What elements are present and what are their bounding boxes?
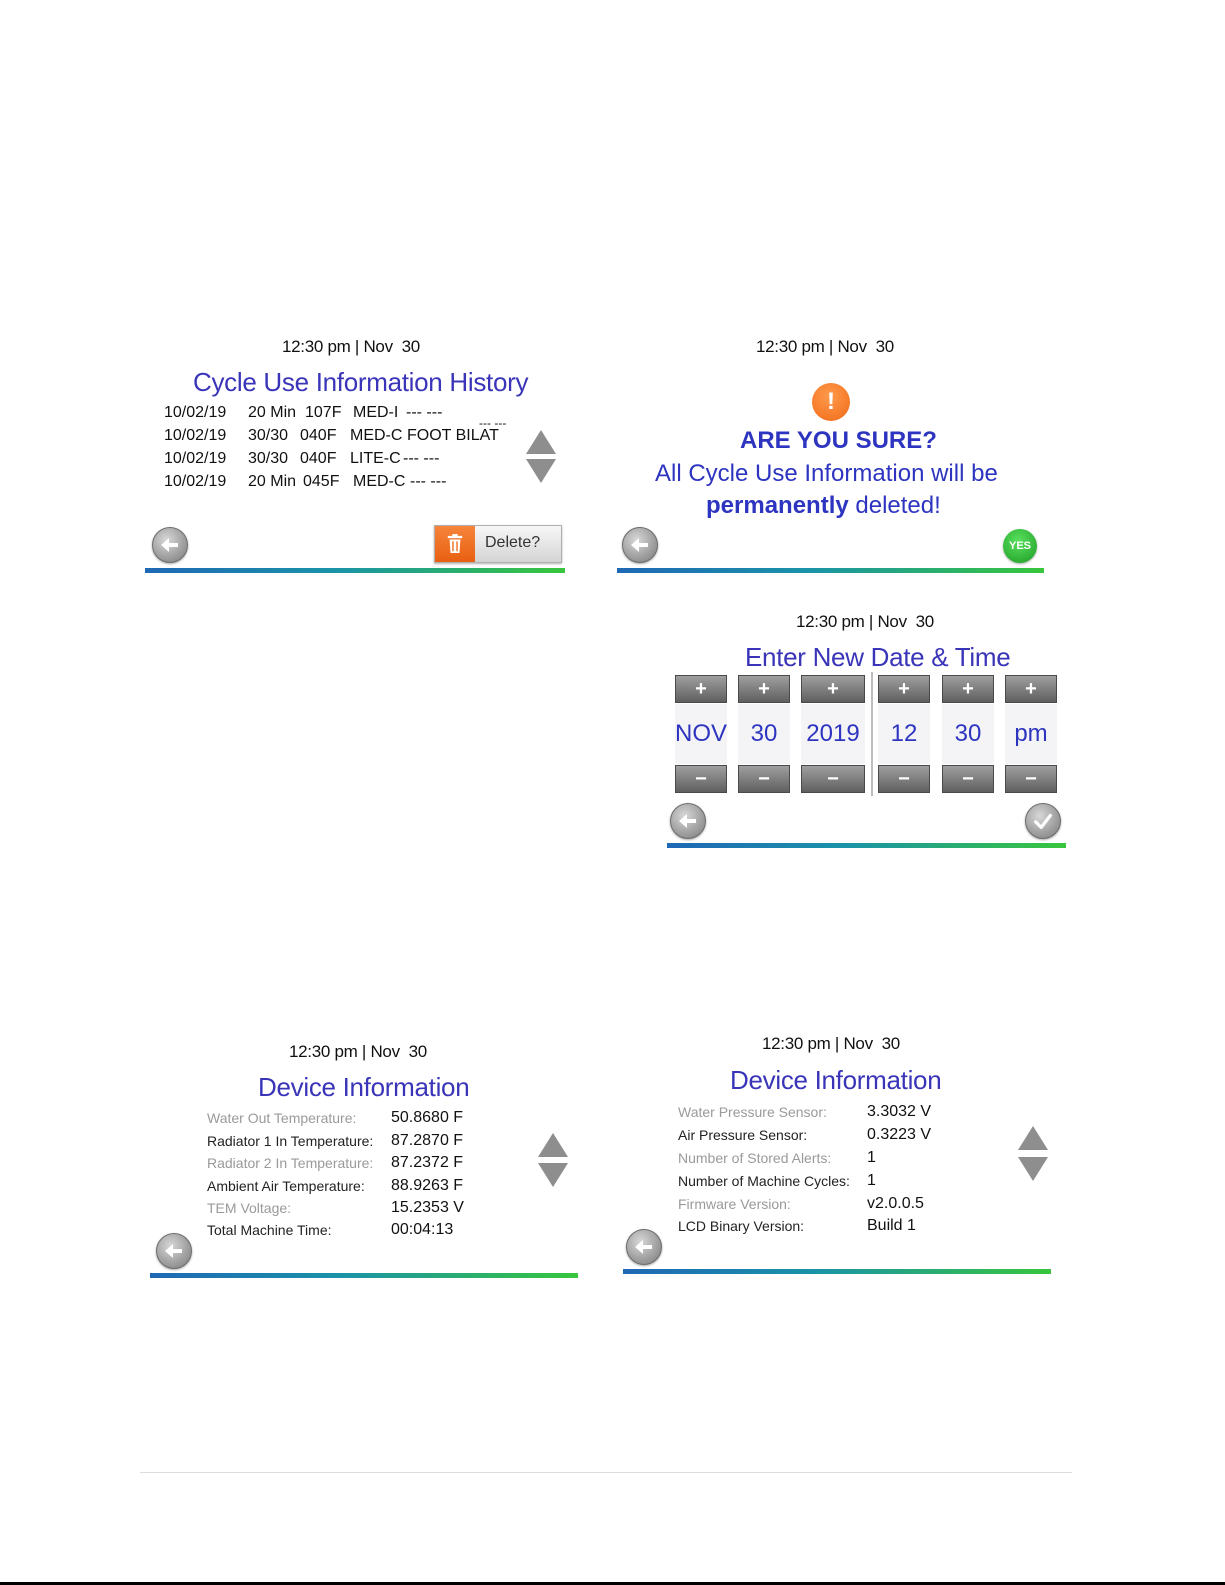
cycle-history-list — [164, 404, 524, 499]
info-value: v2.0.0.5 — [867, 1195, 924, 1212]
ampm-value: pm — [1005, 704, 1057, 764]
info-label: Firmware Version: — [678, 1196, 791, 1212]
back-arrow-icon — [632, 1235, 656, 1259]
back-button[interactable] — [156, 1233, 192, 1269]
clock-readout: 12:30 pm | Nov 30 — [756, 337, 894, 356]
info-value: 0.3223 V — [867, 1126, 932, 1143]
month-decrement-button[interactable]: − — [675, 765, 727, 793]
row-temp: 107F — [305, 404, 342, 421]
back-arrow-icon — [676, 809, 700, 833]
clock-readout: 12:30 pm | Nov 30 — [796, 612, 934, 631]
info-value: 87.2372 F — [391, 1154, 464, 1171]
screen-underline — [617, 568, 1044, 573]
info-value: 15.2353 V — [391, 1199, 464, 1216]
info-label: LCD Binary Version: — [678, 1218, 805, 1234]
info-value: 50.8680 F — [391, 1109, 464, 1126]
confirm-heading: ARE YOU SURE? — [740, 427, 937, 454]
screen-underline — [150, 1273, 578, 1278]
row-extra: --- --- — [410, 473, 447, 490]
scroll-down-arrow-icon[interactable] — [538, 1163, 568, 1187]
month-increment-button[interactable]: + — [675, 675, 727, 703]
row-mode: LITE-C — [350, 450, 401, 467]
hour-increment-button[interactable]: + — [878, 675, 930, 703]
clock-readout: 12:30 pm | Nov 30 — [282, 337, 420, 356]
scroll-up-arrow-icon[interactable] — [538, 1133, 568, 1157]
row-temp: 045F — [303, 473, 340, 490]
row-date: 10/02/19 — [164, 427, 227, 444]
back-arrow-icon — [158, 533, 182, 557]
page-title: Device Information — [258, 1072, 470, 1102]
emphasis-text: permanently — [706, 492, 849, 519]
info-label: Ambient Air Temperature: — [207, 1178, 365, 1194]
scroll-down-arrow-icon[interactable] — [1018, 1157, 1048, 1181]
footer-divider — [140, 1472, 1072, 1473]
confirm-message: All Cycle Use Information will be — [655, 460, 998, 487]
row-date: 10/02/19 — [164, 450, 227, 467]
clock-readout: 12:30 pm | Nov 30 — [289, 1042, 427, 1061]
info-label: Radiator 1 In Temperature: — [207, 1133, 374, 1149]
delete-label: Delete? — [485, 534, 541, 551]
confirm-button[interactable] — [1025, 803, 1061, 839]
day-value: 30 — [738, 704, 790, 764]
ampm-increment-button[interactable]: + — [1005, 675, 1057, 703]
info-value: 3.3032 V — [867, 1103, 932, 1120]
delete-button[interactable] — [434, 525, 562, 563]
scroll-up-arrow-icon[interactable] — [1018, 1126, 1048, 1150]
info-label: Water Pressure Sensor: — [678, 1104, 827, 1120]
info-label: Radiator 2 In Temperature: — [207, 1155, 374, 1171]
back-button[interactable] — [622, 527, 658, 563]
row-duration: 30/30 — [248, 427, 289, 444]
row-date: 10/02/19 — [164, 473, 227, 490]
info-label: Water Out Temperature: — [207, 1110, 357, 1126]
overlap-text: --- --- — [479, 416, 507, 430]
warning-icon: ! — [812, 383, 850, 421]
row-date: 10/02/19 — [164, 404, 227, 421]
page-title: Enter New Date & Time — [745, 642, 1011, 672]
info-label: TEM Voltage: — [207, 1200, 292, 1216]
row-temp: 040F — [300, 427, 337, 444]
page-title: Cycle Use Information History — [193, 367, 529, 397]
minute-decrement-button[interactable]: − — [942, 765, 994, 793]
screen-underline — [623, 1269, 1051, 1274]
year-decrement-button[interactable]: − — [801, 765, 865, 793]
year-increment-button[interactable]: + — [801, 675, 865, 703]
info-value: 1 — [867, 1172, 876, 1189]
row-duration: 20 Min — [248, 473, 297, 490]
info-value: 00:04:13 — [391, 1221, 454, 1238]
back-arrow-icon — [628, 533, 652, 557]
day-increment-button[interactable]: + — [738, 675, 790, 703]
minute-value: 30 — [942, 704, 994, 764]
confirm-message-line2 — [706, 492, 941, 520]
checkmark-icon — [1032, 810, 1054, 832]
row-mode: MED-C — [350, 427, 403, 444]
scroll-up-arrow-icon[interactable] — [526, 430, 556, 454]
screen-underline — [145, 568, 565, 573]
yes-button[interactable]: YES — [1003, 529, 1037, 563]
back-arrow-icon — [162, 1239, 186, 1263]
row-extra: --- --- — [403, 450, 440, 467]
scroll-down-arrow-icon[interactable] — [526, 459, 556, 483]
back-button[interactable] — [626, 1229, 662, 1265]
minute-increment-button[interactable]: + — [942, 675, 994, 703]
row-mode: MED-C — [353, 473, 406, 490]
row-mode: MED-I — [353, 404, 399, 421]
row-temp: 040F — [300, 450, 337, 467]
date-time-divider — [871, 672, 873, 796]
info-value: Build 1 — [867, 1217, 916, 1234]
row-duration: 30/30 — [248, 450, 289, 467]
info-value: 1 — [867, 1149, 876, 1166]
row-extra: FOOT BILAT — [407, 427, 499, 444]
row-duration: 20 Min — [248, 404, 297, 421]
day-decrement-button[interactable]: − — [738, 765, 790, 793]
message-tail: deleted! — [848, 492, 941, 519]
hour-value: 12 — [878, 704, 930, 764]
info-label: Air Pressure Sensor: — [678, 1127, 808, 1143]
info-label: Total Machine Time: — [207, 1222, 332, 1238]
info-value: 87.2870 F — [391, 1132, 464, 1149]
info-label: Number of Stored Alerts: — [678, 1150, 832, 1166]
info-label: Number of Machine Cycles: — [678, 1173, 850, 1189]
screen-underline — [667, 843, 1066, 848]
back-button[interactable] — [152, 527, 188, 563]
trash-icon — [435, 526, 475, 562]
info-value: 88.9263 F — [391, 1177, 464, 1194]
page-title: Device Information — [730, 1065, 942, 1095]
clock-readout: 12:30 pm | Nov 30 — [762, 1034, 900, 1053]
ampm-decrement-button[interactable]: − — [1005, 765, 1057, 793]
year-value: 2019 — [801, 704, 865, 764]
month-value: NOV — [675, 704, 727, 764]
back-button[interactable] — [670, 803, 706, 839]
hour-decrement-button[interactable]: − — [878, 765, 930, 793]
row-extra: --- --- — [406, 404, 443, 421]
